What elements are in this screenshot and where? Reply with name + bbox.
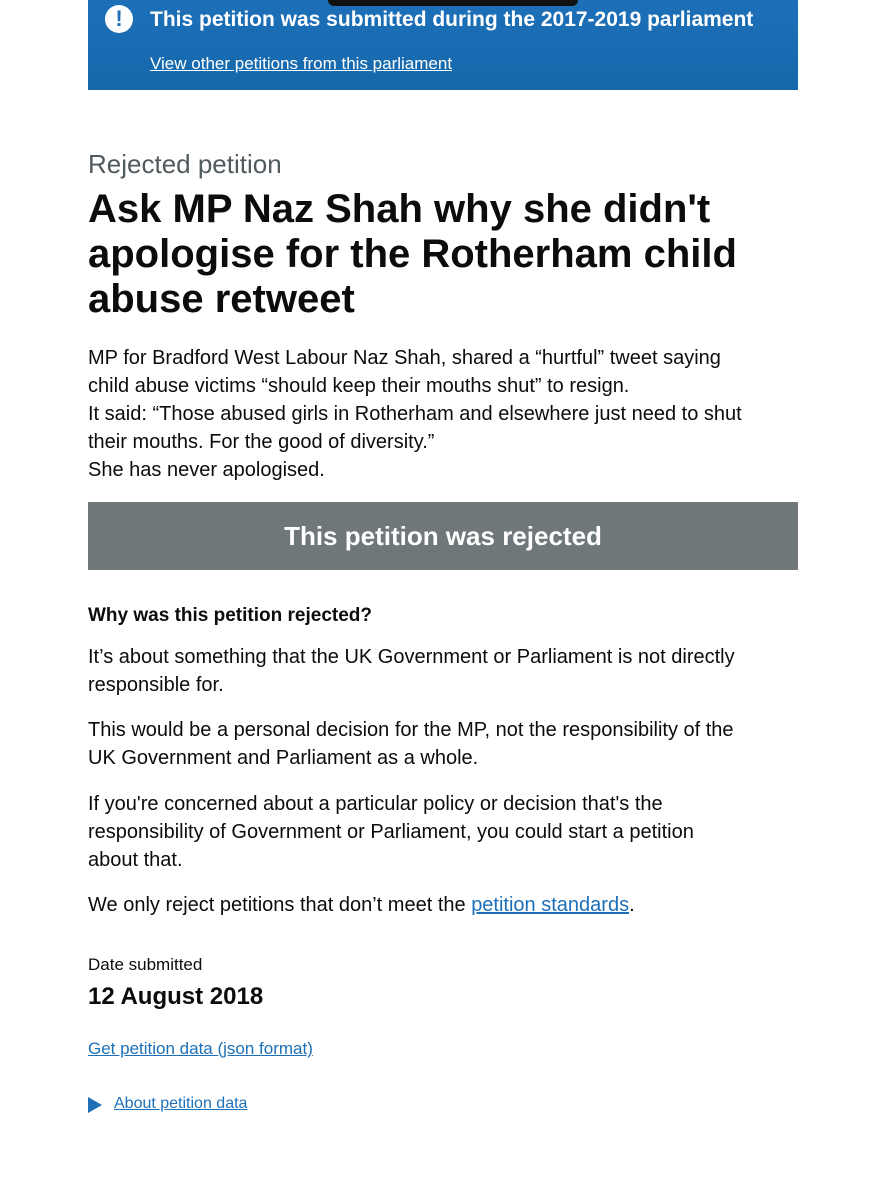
notice-title: This petition was submitted during the 2017-2019 parliament	[150, 8, 754, 31]
rejection-reason-heading: Why was this petition rejected?	[88, 605, 372, 626]
standards-paragraph	[88, 891, 800, 919]
get-petition-data-link[interactable]: Get petition data (json format)	[88, 1039, 313, 1058]
description-line: their mouths. For the good of diversity.”	[88, 431, 435, 453]
rejection-reason-paragraph	[88, 643, 800, 699]
reason-line: UK Government and Parliament as a whole.	[88, 747, 479, 769]
standards-prefix: We only reject petitions that don’t meet the	[88, 894, 472, 916]
parliament-notice-banner	[88, 0, 798, 90]
device-notch	[328, 0, 578, 6]
triangle-right-icon[interactable]	[88, 1097, 102, 1113]
petition-standards-link[interactable]: petition standards	[471, 894, 630, 916]
rejection-detail-paragraph	[88, 716, 800, 772]
about-petition-data-link[interactable]: About petition data	[114, 1095, 248, 1112]
reason-line: If you're concerned about a particular policy or decision that's the	[88, 793, 663, 815]
reason-line: responsible for.	[88, 674, 224, 696]
view-other-petitions-link[interactable]: View other petitions from this parliament	[150, 54, 453, 73]
reason-line: about that.	[88, 849, 183, 871]
description-line: MP for Bradford West Labour Naz Shah, shared a “hurtful” tweet saying	[88, 347, 721, 369]
standards-suffix: .	[629, 894, 635, 916]
description-line: She has never apologised.	[88, 459, 325, 481]
date-submitted-label: Date submitted	[88, 955, 203, 974]
description-line: child abuse victims “should keep their mouths shut” to resign.	[88, 375, 630, 397]
rejected-status-banner: This petition was rejected	[88, 502, 798, 570]
petition-title: Ask MP Naz Shah why she didn't apologise for the Rotherham child abuse retweet	[88, 187, 737, 321]
description-line: It said: “Those abused girls in Rotherham and elsewhere just need to shut	[88, 403, 742, 425]
petition-status-caption: Rejected petition	[88, 149, 282, 179]
reason-line: responsibility of Government or Parliament, you could start a petition	[88, 821, 694, 843]
petition-description	[88, 344, 800, 484]
reason-line: This would be a personal decision for the MP, not the responsibility of the	[88, 719, 734, 741]
reason-line: It’s about something that the UK Government or Parliament is not directly	[88, 646, 735, 668]
date-submitted-value: 12 August 2018	[88, 983, 264, 1010]
exclamation-icon: !	[105, 5, 133, 33]
start-petition-paragraph	[88, 790, 800, 874]
